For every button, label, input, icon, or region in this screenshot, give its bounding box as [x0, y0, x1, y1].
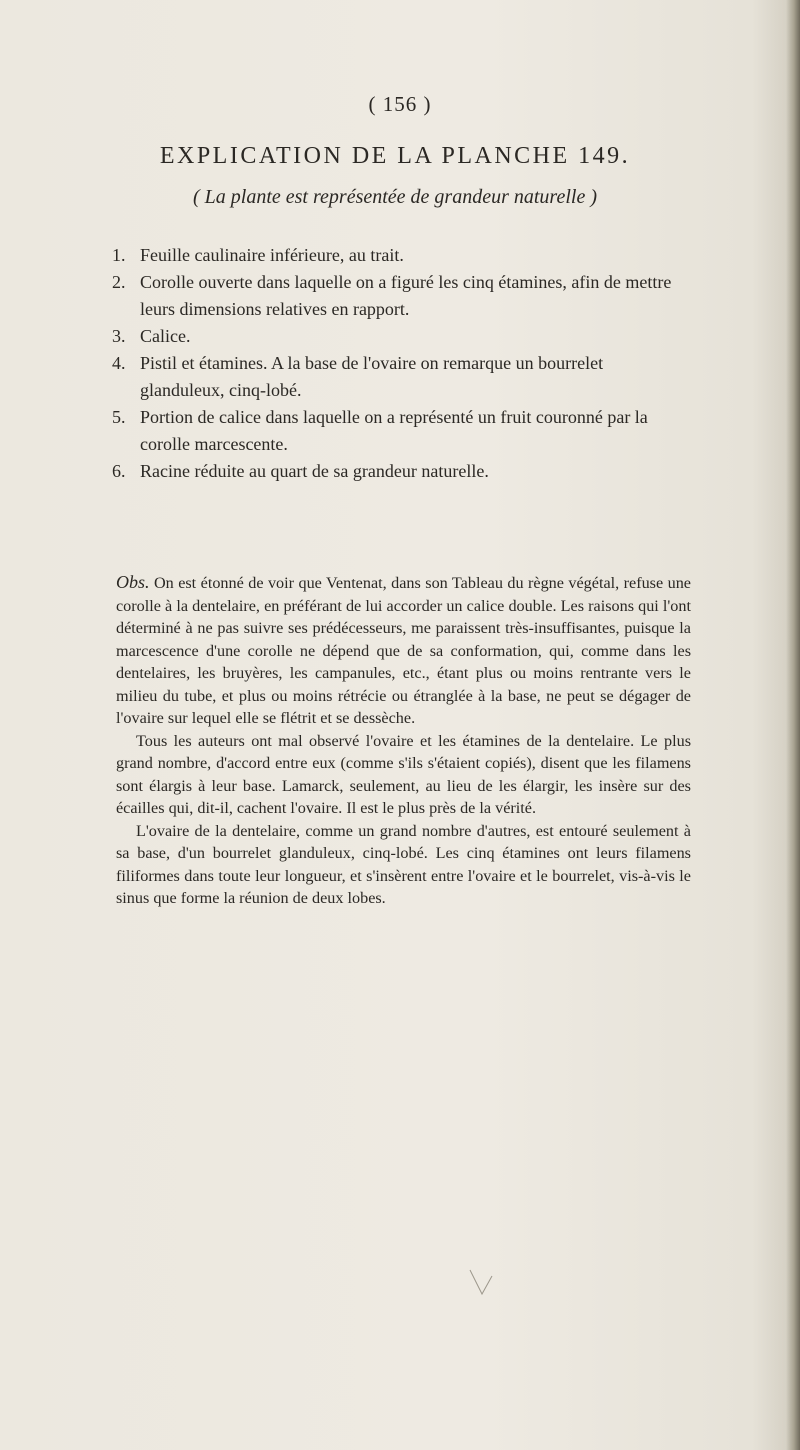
- figure-number: 4.: [112, 353, 126, 373]
- figure-description: Corolle ouverte dans laquelle on a figuré les cinq étamines, afin de mettre leurs dimensions relatives en rapport.: [140, 272, 672, 319]
- figure-item: [112, 350, 692, 404]
- obs-label: Obs.: [116, 572, 150, 592]
- figure-number: 6.: [112, 461, 126, 481]
- figure-item: [112, 269, 692, 323]
- figure-description: Racine réduite au quart de sa grandeur naturelle.: [140, 461, 489, 481]
- figure-description: Pistil et étamines. A la base de l'ovaire on remarque un bourrelet glanduleux, cinq-lobé.: [140, 353, 604, 400]
- observation-paragraph: L'ovaire de la dentelaire, comme un grand nombre d'autres, est entouré seulement à sa base, d'un bourrelet glanduleux, cinq-lobé. Les cinq étamines ont leurs filamens filiformes dans toute leur longueur, et s'insèrent entre l'ovaire et le bourrelet, vis-à-vis le sinus que forme la réunion de deux lobes.: [116, 821, 691, 907]
- figure-item: [112, 242, 692, 269]
- figure-number: 1.: [112, 245, 126, 265]
- figure-description: Calice.: [140, 326, 191, 346]
- figure-item: [112, 458, 692, 485]
- page-number: ( 156 ): [368, 92, 432, 116]
- figure-description: Portion de calice dans laquelle on a représenté un fruit couronné par la corolle marcescente.: [140, 407, 648, 454]
- figure-legend-list: [112, 242, 692, 485]
- page-binding-edge: [786, 0, 800, 1450]
- stray-mark-icon: [468, 1268, 498, 1298]
- plate-title: EXPLICATION DE LA PLANCHE 149.: [159, 143, 631, 169]
- figure-number: 3.: [112, 326, 126, 346]
- observation-paragraph: [116, 571, 691, 730]
- figure-item: [112, 404, 692, 458]
- figure-number: 5.: [112, 407, 126, 427]
- figure-number: 2.: [112, 272, 126, 292]
- plate-subtitle: ( La plante est représentée de grandeur naturelle ): [193, 186, 597, 208]
- observation-text: On est étonné de voir que Ventenat, dans son Tableau du règne végétal, refuse une corolle à la dentelaire, en préférant de lui accorder un calice double. Les raisons qui l'ont déterminé à ne pas suivre ses prédécesseurs, me paraissent très-insuffisantes, puisque la marcescence d'une corolle ne dépend que de sa conformation, qui, comme dans les dentelaires, les bruyères, les campanules, etc., étant plus ou moins rentrante vers le milieu du tube, et plus ou moins rétrécie ou étranglée à la base, ne peut se dégager de l'ovaire sur lequel elle se flétrit et se dessèche.: [116, 574, 691, 727]
- stray-pencil-mark: [468, 1268, 498, 1298]
- observation-paragraph: Tous les auteurs ont mal observé l'ovaire et les étamines de la dentelaire. Le plus grand nombre, d'accord entre eux (comme s'ils s'étaient copiés), disent que les filamens sont élargis à leur base. Lamarck, seulement, au lieu de les élargir, les insère sur des écailles qui, dit-il, cachent l'ovaire. Il est le plus près de la vérité.: [116, 731, 691, 817]
- figure-item: [112, 323, 692, 350]
- figure-description: Feuille caulinaire inférieure, au trait.: [140, 245, 404, 265]
- observations-text: [116, 571, 691, 910]
